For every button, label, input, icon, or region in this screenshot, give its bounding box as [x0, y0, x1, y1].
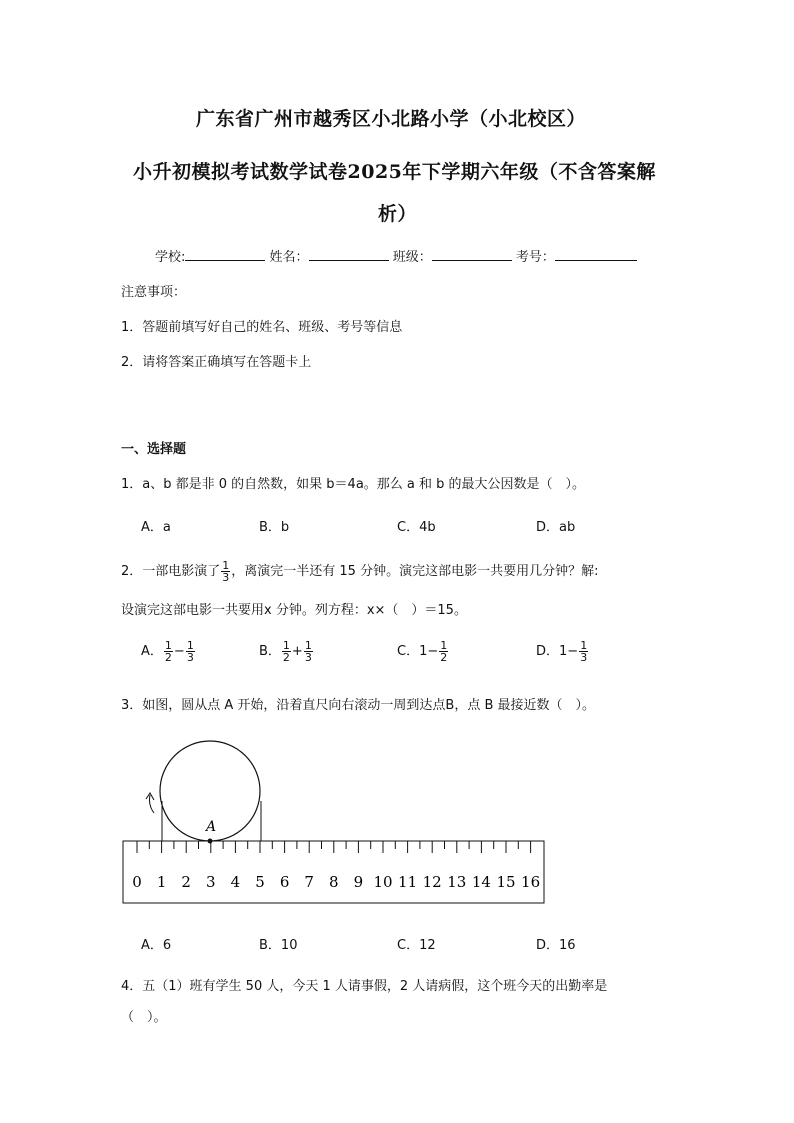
notice-heading: 注意事项：	[121, 285, 187, 300]
page-title-line3: 析）	[378, 203, 418, 225]
ruler-number-label: 9	[353, 873, 364, 891]
ruler-number-label: 15	[496, 873, 516, 891]
fraction-numerator: 1	[580, 639, 588, 652]
fraction-denominator: 3	[304, 651, 312, 664]
fraction-denominator: 2	[440, 651, 448, 664]
ruler-number-label: 4	[230, 873, 241, 891]
fraction-denominator: 3	[186, 651, 194, 664]
fraction-denominator: 3	[580, 651, 588, 664]
notice-item-1: 1．答题前填写好自己的姓名、班级、考号等信息	[121, 320, 403, 335]
fraction-numerator: 1	[282, 639, 290, 652]
question-1-option-d[interactable]: D．ab	[536, 520, 576, 535]
fraction-numerator: 1	[440, 639, 448, 652]
question-1-stem: 1．a、b 都是非 0 的自然数，如果 b＝4a。那么 a 和 b 的最大公因数是（ ）。	[121, 477, 586, 492]
question-3-option-d[interactable]: D．16	[536, 938, 576, 953]
ruler-number-label: 16	[521, 873, 541, 891]
question-1-option-b[interactable]: B．b	[259, 520, 290, 535]
option-label: B．	[259, 644, 281, 659]
fraction	[221, 560, 230, 583]
fraction	[186, 640, 195, 663]
question-3-option-c[interactable]: C．12	[397, 938, 436, 953]
section-heading: 一、选择题	[121, 442, 187, 457]
question-4-stem-line1: 4．五（1）班有学生 50 人，今天 1 人请事假，2 人请病假，这个班今天的出勤率是	[121, 979, 608, 994]
operator: −	[427, 644, 439, 659]
ruler-number-label: 1	[156, 873, 167, 891]
option-label: D．	[536, 644, 560, 659]
page-title-line2: 小升初模拟考试数学试卷2025年下学期六年级（不含答案解	[133, 161, 656, 183]
fraction-denominator: 3	[222, 571, 230, 584]
fraction-denominator: 2	[282, 651, 290, 664]
rotation-arrow-icon	[150, 795, 155, 813]
ruler-number-label: 12	[422, 873, 442, 891]
ruler-number-label: 2	[181, 873, 191, 891]
ruler-labels	[132, 873, 540, 891]
school-label: 学校:	[155, 250, 186, 265]
ruler-ticks	[137, 841, 531, 853]
fraction	[164, 640, 173, 663]
fraction	[282, 640, 291, 663]
operator: −	[173, 644, 185, 659]
question-2-stem-part1: 2．一部电影演了	[121, 564, 221, 579]
fraction-denominator: 2	[164, 651, 172, 664]
name-label: 姓名：	[269, 250, 309, 265]
whole-number: 1	[419, 644, 428, 659]
ruler-number-label: 3	[206, 873, 216, 891]
operator: −	[567, 644, 579, 659]
question-1-option-a[interactable]: A．a	[141, 520, 171, 535]
name-blank[interactable]	[309, 247, 389, 261]
question-3-stem: 3．如图，圆从点 A 开始，沿着直尺向右滚动一周到达点B，点 B 最接近数（ ）。	[121, 698, 596, 713]
fraction-numerator: 1	[222, 559, 230, 572]
ruler-number-label: 10	[373, 873, 393, 891]
question-2-option-c[interactable]	[397, 640, 449, 663]
question-2-stem	[121, 560, 598, 583]
question-2-stem-part2: ，离演完一半还有 15 分钟。演完这部电影一共要用几分钟？解:	[231, 564, 599, 579]
fraction-numerator: 1	[186, 639, 194, 652]
option-label: C．	[397, 644, 420, 659]
option-label: A．	[141, 644, 163, 659]
question-2-option-b[interactable]	[259, 640, 314, 663]
ruler-number-label: 8	[329, 873, 339, 891]
class-blank[interactable]	[432, 247, 512, 261]
question-2-stem-line2: 设演完这部电影一共要用x 分钟。列方程：x×（ ）＝15。	[121, 603, 467, 618]
question-2-option-d[interactable]	[536, 640, 589, 663]
ruler-number-label: 14	[471, 873, 491, 891]
ruler-number-label: 5	[255, 873, 265, 891]
point-a-label: A	[206, 819, 217, 835]
exam-no-label: 考号：	[515, 250, 555, 265]
fraction-numerator: 1	[304, 639, 312, 652]
fraction	[579, 640, 588, 663]
question-4-stem-line2: （ ）。	[121, 1010, 167, 1025]
question-3-option-a[interactable]: A．6	[141, 938, 172, 953]
fraction-numerator: 1	[164, 639, 172, 652]
ruler-number-label: 6	[279, 873, 290, 891]
ruler-number-label: 0	[132, 873, 142, 891]
page-title-line1: 广东省广州市越秀区小北路小学（小北校区）	[196, 108, 587, 130]
school-blank[interactable]	[185, 247, 265, 261]
exam-no-blank[interactable]	[555, 247, 637, 261]
notice-item-2: 2．请将答案正确填写在答题卡上	[121, 355, 312, 370]
question-2-option-a[interactable]	[141, 640, 196, 663]
operator: +	[291, 644, 303, 659]
ruler-number-label: 7	[304, 873, 314, 891]
question-3-option-b[interactable]: B．10	[259, 938, 298, 953]
whole-number: 1	[559, 644, 568, 659]
question-1-option-c[interactable]: C．4b	[397, 520, 436, 535]
fraction	[439, 640, 448, 663]
student-info-row	[155, 246, 637, 265]
ruler-number-label: 13	[447, 873, 467, 891]
class-label: 班级：	[392, 250, 432, 265]
circle-ruler-figure	[110, 735, 560, 910]
fraction	[304, 640, 313, 663]
ruler-number-label: 11	[398, 873, 418, 891]
